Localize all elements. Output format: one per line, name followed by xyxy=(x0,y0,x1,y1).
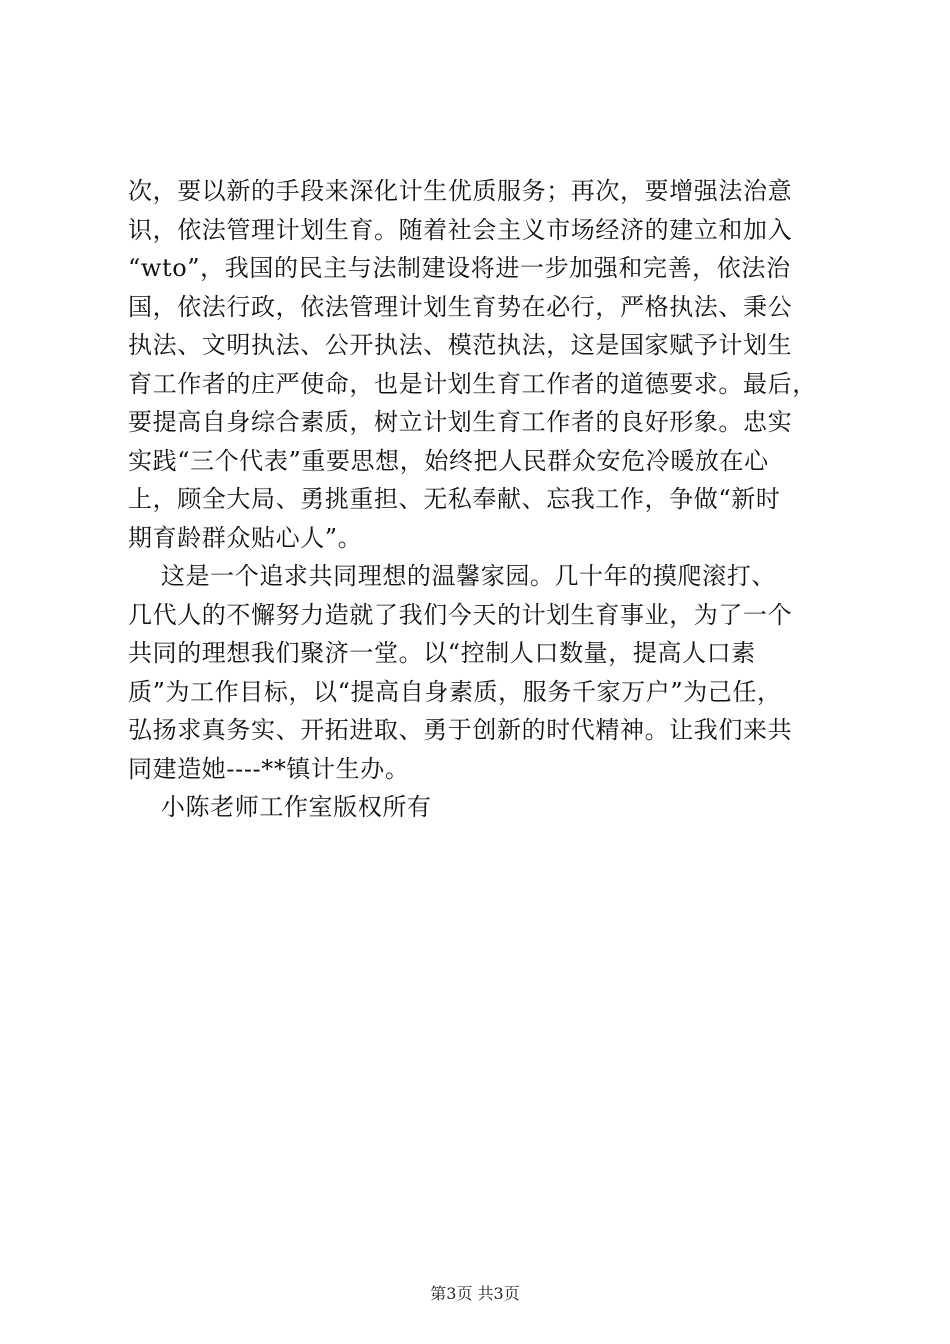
text-line: 弘扬求真务实、开拓进取、勇于创新的时代精神。让我们来共 xyxy=(128,716,793,744)
text-line: “wto”，我国的民主与法制建设将进一步加强和完善，依法治 xyxy=(128,254,791,282)
copyright-line: 小陈老师工作室版权所有 xyxy=(128,793,432,821)
text-line: 共同的理想我们聚济一堂。以“控制人口数量，提高人口素 xyxy=(128,639,756,667)
text-line: 识，依法管理计划生育。随着社会主义市场经济的建立和加入 xyxy=(128,215,793,244)
text-line: 国，依法行政，依法管理计划生育势在必行，严格执法、秉公 xyxy=(128,292,793,321)
text-line: 要提高自身综合素质，树立计划生育工作者的良好形象。忠实 xyxy=(128,408,793,436)
text-line: 上，顾全大局、勇挑重担、无私奉献、忘我工作，争做“新时 xyxy=(128,485,781,513)
body-text xyxy=(128,172,858,827)
page-number-footer: 第3页 共3页 xyxy=(430,1284,520,1303)
text-line: 这是一个追求共同理想的温馨家园。几十年的摸爬滚打、 xyxy=(128,562,776,590)
text-line: 实践“三个代表”重要思想，始终把人民群众安危冷暖放在心 xyxy=(128,446,769,475)
text-line: 几代人的不懈努力造就了我们今天的计划生育事业，为了一个 xyxy=(128,600,793,629)
text-line: 期育龄群众贴心人”。 xyxy=(128,523,363,552)
text-line: 质”为工作目标，以“提高自身素质，服务千家万户”为己任， xyxy=(128,677,782,706)
text-line: 次，要以新的手段来深化计生优质服务；再次，要增强法治意 xyxy=(128,177,793,205)
text-line: 同建造她----**镇计生办。 xyxy=(128,754,410,783)
text-line: 执法、文明执法、公开执法、模范执法，这是国家赋予计划生 xyxy=(128,331,793,359)
text-line: 育工作者的庄严使命，也是计划生育工作者的道德要求。最后， xyxy=(128,369,817,398)
